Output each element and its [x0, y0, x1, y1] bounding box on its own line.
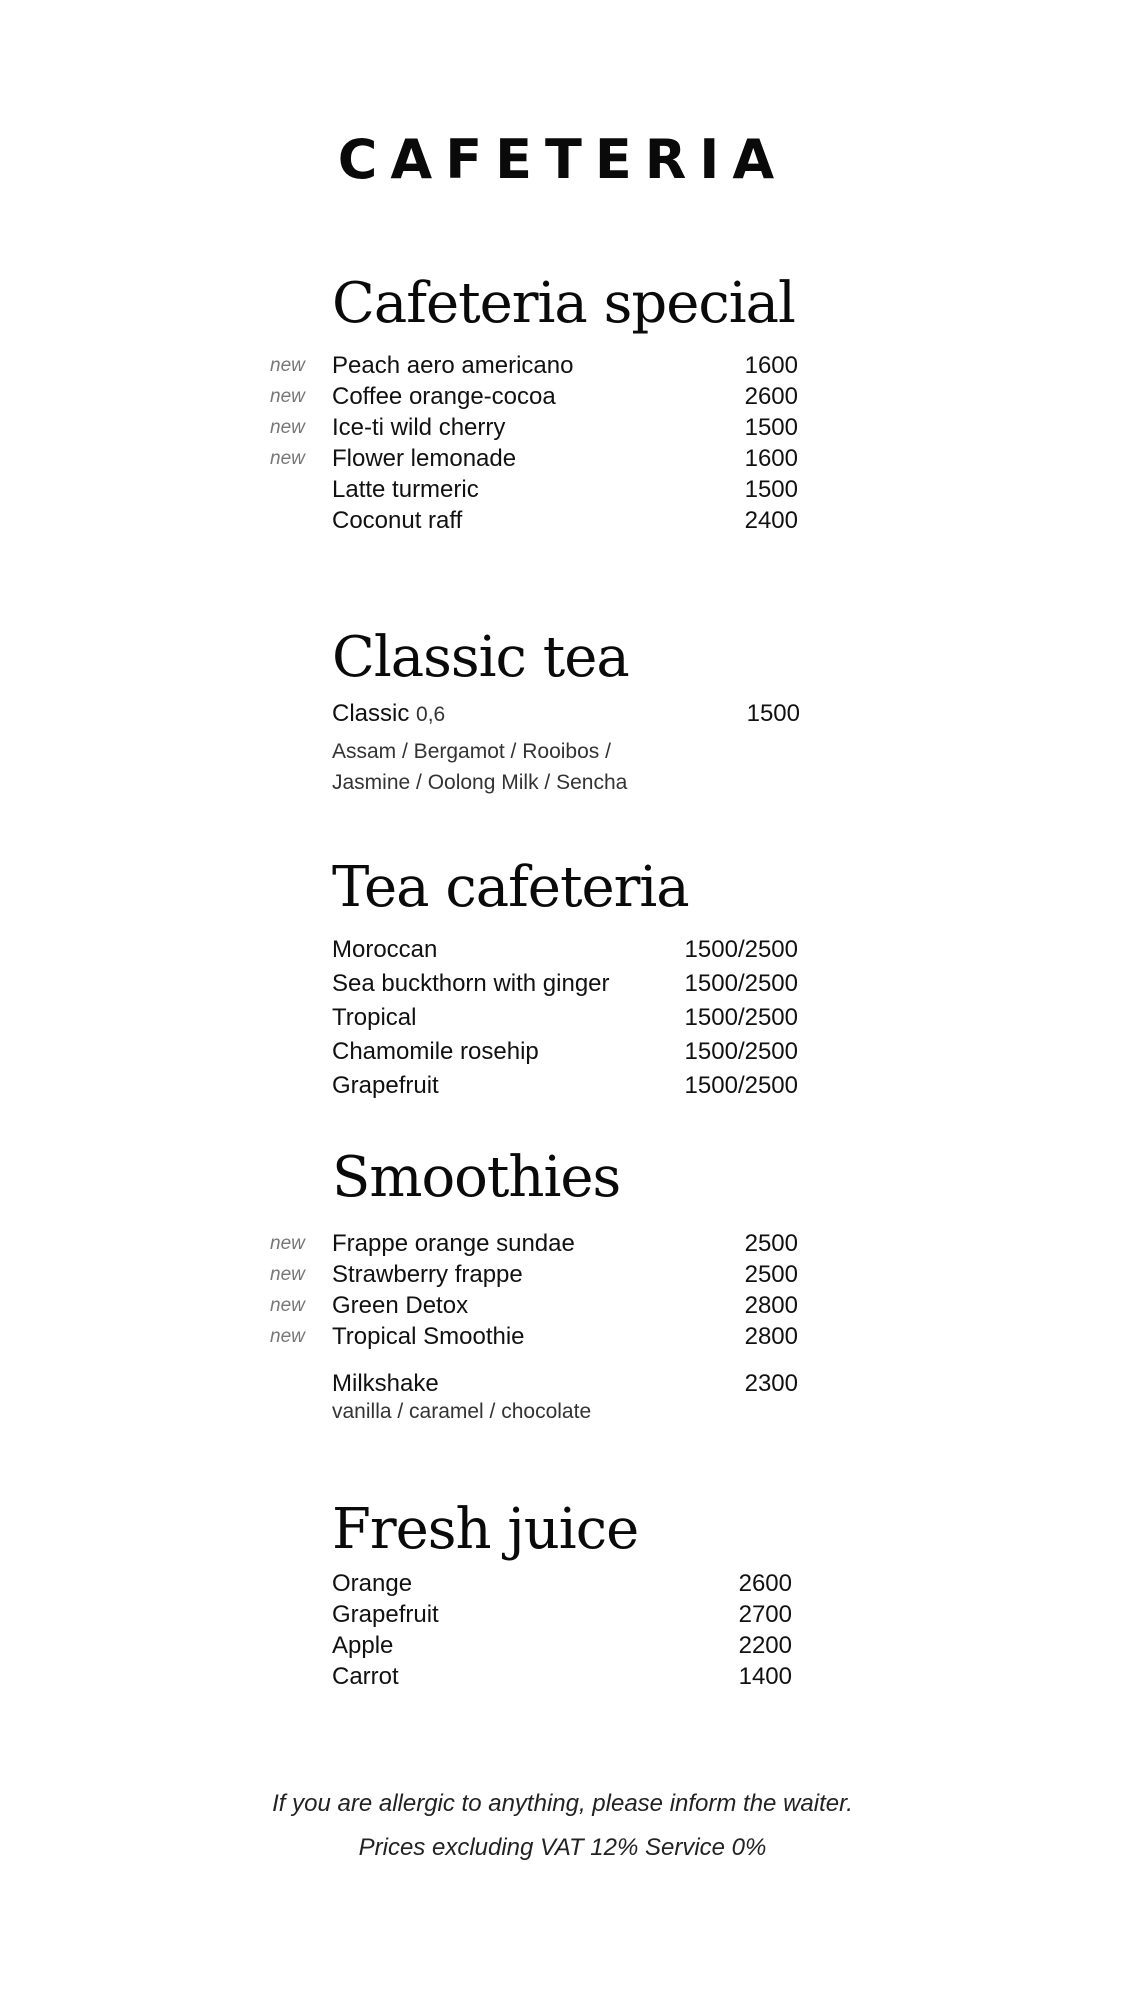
item-list	[332, 1568, 852, 1692]
new-badge: new	[270, 1295, 305, 1316]
menu-item	[332, 1368, 852, 1399]
item-list	[270, 350, 852, 536]
item-name: Classic	[332, 700, 410, 727]
item-name: Apple	[332, 1632, 394, 1659]
item-price: 1500	[744, 476, 798, 503]
item-name: Moroccan	[332, 936, 438, 963]
item-price: 1500/2500	[684, 936, 798, 963]
menu-item	[332, 1661, 852, 1692]
item-list	[332, 934, 852, 1104]
menu-item	[270, 350, 852, 381]
item-price: 2800	[744, 1292, 798, 1319]
menu-item	[270, 1321, 852, 1352]
menu-item	[332, 1568, 852, 1599]
item-name: Sea buckthorn with ginger	[332, 970, 610, 997]
item-price: 2500	[744, 1261, 798, 1288]
item-price: 2400	[744, 507, 798, 534]
menu-item	[270, 381, 852, 412]
item-price: 1500	[746, 700, 800, 727]
item-name: Peach aero americano	[332, 352, 574, 379]
new-badge: new	[270, 355, 305, 376]
new-badge: new	[270, 1326, 305, 1347]
item-name: Grapefruit	[332, 1072, 439, 1099]
item-price: 1500/2500	[684, 1072, 798, 1099]
item-price: 1600	[744, 352, 798, 379]
item-price: 2600	[744, 383, 798, 410]
item-name: Tropical	[332, 1004, 417, 1031]
item-list	[270, 1228, 852, 1425]
item-price: 1500	[744, 414, 798, 441]
item-name: Strawberry frappe	[332, 1261, 523, 1288]
allergy-note: If you are allergic to anything, please inform the waiter.	[272, 1790, 853, 1817]
item-name: Orange	[332, 1570, 413, 1597]
new-badge: new	[270, 417, 305, 438]
menu-item	[270, 1228, 852, 1259]
item-price: 2700	[738, 1601, 792, 1628]
menu-item	[332, 698, 852, 730]
section-title: Smoothies	[332, 1145, 621, 1210]
item-price: 1500/2500	[684, 1004, 798, 1031]
section-title: Cafeteria special	[332, 271, 795, 336]
new-badge: new	[270, 448, 305, 469]
item-price: 2800	[744, 1323, 798, 1350]
menu-item	[332, 934, 852, 968]
section-tea-cafeteria	[332, 855, 852, 1104]
menu-item	[332, 968, 852, 1002]
menu-item	[332, 1599, 852, 1630]
item-name: Tropical Smoothie	[332, 1323, 525, 1350]
new-badge: new	[270, 1233, 305, 1254]
item-price: 2200	[738, 1632, 792, 1659]
new-badge: new	[270, 1264, 305, 1285]
menu-item	[332, 474, 852, 505]
menu-item	[270, 412, 852, 443]
section-smoothies	[270, 1145, 852, 1425]
tea-options-line: Jasmine / Oolong Milk / Sencha	[332, 771, 628, 794]
item-name: Milkshake	[332, 1370, 439, 1397]
menu-item	[270, 443, 852, 474]
item-name: Green Detox	[332, 1292, 469, 1319]
item-size: 0,6	[416, 703, 446, 726]
menu-item	[332, 1036, 852, 1070]
item-name: Grapefruit	[332, 1601, 439, 1628]
item-price: 2300	[744, 1370, 798, 1397]
tea-options-line: Assam / Bergamot / Rooibos /	[332, 740, 611, 763]
item-name: Coconut raff	[332, 507, 463, 534]
item-name: Coffee orange-cocoa	[332, 383, 556, 410]
menu-item	[332, 505, 852, 536]
item-name: Frappe orange sundae	[332, 1230, 575, 1257]
item-price: 1500/2500	[684, 970, 798, 997]
section-cafeteria-special	[270, 271, 852, 536]
milkshake-options: vanilla / caramel / chocolate	[332, 1400, 592, 1423]
vat-note: Prices excluding VAT 12% Service 0%	[358, 1834, 767, 1861]
item-price: 2500	[744, 1230, 798, 1257]
section-classic-tea	[332, 625, 852, 798]
item-name: Latte turmeric	[332, 476, 479, 503]
section-fresh-juice	[332, 1497, 852, 1692]
menu-item	[270, 1259, 852, 1290]
section-title: Fresh juice	[332, 1497, 639, 1562]
item-name-group	[332, 698, 445, 731]
item-price: 1400	[738, 1663, 792, 1690]
item-name: Ice-ti wild cherry	[332, 414, 506, 441]
item-price: 1600	[744, 445, 798, 472]
menu-item	[270, 1290, 852, 1321]
brand-title: CAFETERIA	[337, 128, 788, 191]
item-name: Flower lemonade	[332, 445, 517, 472]
item-name: Carrot	[332, 1663, 399, 1690]
item-name: Chamomile rosehip	[332, 1038, 539, 1065]
new-badge: new	[270, 386, 305, 407]
section-title: Classic tea	[332, 625, 629, 690]
menu-item	[332, 1002, 852, 1036]
menu-item	[332, 1070, 852, 1104]
item-price: 2600	[738, 1570, 792, 1597]
section-title: Tea cafeteria	[332, 855, 689, 920]
menu-item	[332, 1630, 852, 1661]
item-price: 1500/2500	[684, 1038, 798, 1065]
